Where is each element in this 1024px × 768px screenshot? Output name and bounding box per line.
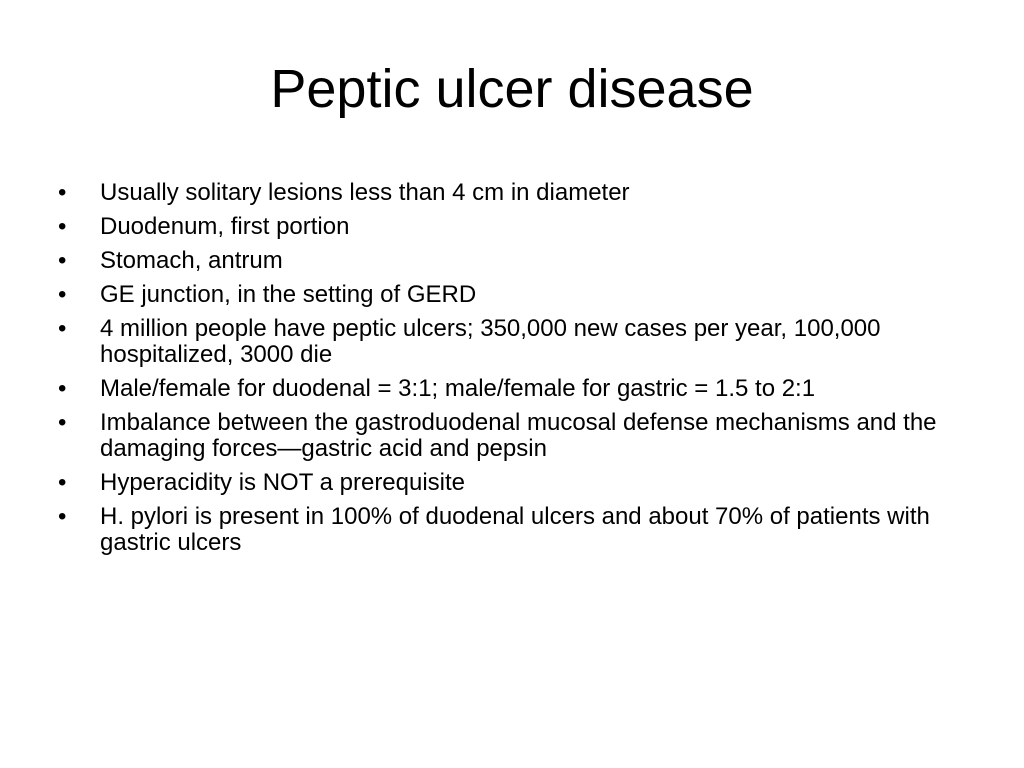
- slide-title: Peptic ulcer disease: [270, 59, 754, 119]
- bullet-marker: •: [58, 375, 67, 402]
- bullet-list: [58, 180, 978, 564]
- bullet-text: GE junction, in the setting of GERD: [100, 281, 477, 308]
- bullet-marker: •: [58, 409, 67, 436]
- bullet-marker: •: [58, 469, 67, 496]
- bullet-text: 4 million people have peptic ulcers; 350,000 new cases per year, 100,000 hospitalized, 3000 die: [100, 315, 881, 368]
- bullet-marker: •: [58, 281, 67, 308]
- bullet-marker: •: [58, 315, 67, 342]
- bullet-text: Stomach, antrum: [100, 247, 283, 274]
- bullet-marker: •: [58, 247, 67, 274]
- bullet-text: H. pylori is present in 100% of duodenal ulcers and about 70% of patients with gastric ulcers: [100, 503, 930, 556]
- bullet-text: Male/female for duodenal = 3:1; male/female for gastric = 1.5 to 2:1: [100, 375, 816, 402]
- bullet-text: Hyperacidity is NOT a prerequisite: [100, 469, 466, 496]
- bullet-text: Usually solitary lesions less than 4 cm in diameter: [100, 179, 630, 206]
- bullet-item: [58, 316, 978, 368]
- bullet-marker: •: [58, 213, 67, 240]
- bullet-item: [58, 470, 978, 496]
- bullet-item: [58, 410, 978, 462]
- bullet-item: [58, 180, 978, 206]
- bullet-marker: •: [58, 179, 67, 206]
- bullet-item: [58, 248, 978, 274]
- bullet-marker: •: [58, 503, 67, 530]
- bullet-item: [58, 214, 978, 240]
- bullet-item: [58, 504, 978, 556]
- bullet-item: [58, 376, 978, 402]
- bullet-text: Duodenum, first portion: [100, 213, 350, 240]
- bullet-item: [58, 282, 978, 308]
- bullet-text: Imbalance between the gastroduodenal mucosal defense mechanisms and the damaging forces—gastric acid and pepsin: [100, 409, 937, 462]
